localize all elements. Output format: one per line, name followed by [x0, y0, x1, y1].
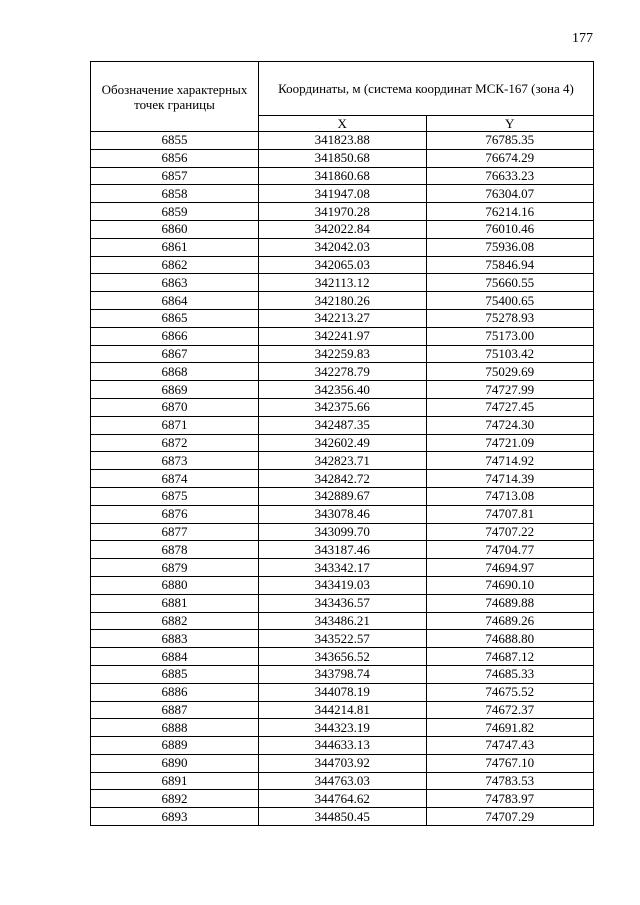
cell-y: 75029.69: [426, 363, 594, 381]
cell-point: 6891: [91, 772, 259, 790]
header-y: Y: [426, 116, 594, 132]
table-row: [91, 630, 594, 648]
cell-y: 74689.88: [426, 594, 594, 612]
table-row: [91, 790, 594, 808]
table-row: [91, 754, 594, 772]
table-row: [91, 185, 594, 203]
cell-x: 343656.52: [259, 648, 427, 666]
cell-y: 74707.22: [426, 523, 594, 541]
cell-point: 6865: [91, 309, 259, 327]
table-row: [91, 381, 594, 399]
header-x: X: [259, 116, 427, 132]
cell-y: 76633.23: [426, 167, 594, 185]
cell-point: 6862: [91, 256, 259, 274]
cell-x: 344633.13: [259, 737, 427, 755]
cell-x: 344323.19: [259, 719, 427, 737]
cell-point: 6866: [91, 327, 259, 345]
cell-y: 74689.26: [426, 612, 594, 630]
table-row: [91, 363, 594, 381]
table-row: [91, 149, 594, 167]
cell-x: 342241.97: [259, 327, 427, 345]
cell-x: 342823.71: [259, 452, 427, 470]
cell-point: 6868: [91, 363, 259, 381]
cell-point: 6875: [91, 487, 259, 505]
header-point-designation: Обозначение характерных точек границы: [91, 62, 259, 132]
cell-point: 6880: [91, 576, 259, 594]
table-row: [91, 416, 594, 434]
table-row: [91, 648, 594, 666]
cell-point: 6881: [91, 594, 259, 612]
table-row: [91, 327, 594, 345]
cell-y: 74707.29: [426, 808, 594, 826]
cell-point: 6876: [91, 505, 259, 523]
cell-y: 75173.00: [426, 327, 594, 345]
cell-y: 74727.99: [426, 381, 594, 399]
cell-x: 342180.26: [259, 292, 427, 310]
cell-y: 75660.55: [426, 274, 594, 292]
cell-y: 76785.35: [426, 132, 594, 150]
cell-point: 6870: [91, 398, 259, 416]
cell-point: 6878: [91, 541, 259, 559]
header-coordinates: Координаты, м (система координат МСК-167 (зона 4): [259, 62, 594, 116]
table-row: [91, 719, 594, 737]
cell-y: 74747.43: [426, 737, 594, 755]
cell-y: 74685.33: [426, 665, 594, 683]
cell-point: 6864: [91, 292, 259, 310]
cell-y: 75103.42: [426, 345, 594, 363]
cell-x: 342259.83: [259, 345, 427, 363]
cell-x: 344703.92: [259, 754, 427, 772]
cell-point: 6860: [91, 220, 259, 238]
cell-point: 6867: [91, 345, 259, 363]
cell-x: 343342.17: [259, 559, 427, 577]
cell-point: 6855: [91, 132, 259, 150]
cell-point: 6859: [91, 203, 259, 221]
table-row: [91, 737, 594, 755]
cell-point: 6863: [91, 274, 259, 292]
cell-x: 342356.40: [259, 381, 427, 399]
cell-point: 6885: [91, 665, 259, 683]
cell-y: 74691.82: [426, 719, 594, 737]
cell-point: 6861: [91, 238, 259, 256]
cell-point: 6873: [91, 452, 259, 470]
cell-point: 6887: [91, 701, 259, 719]
cell-point: 6877: [91, 523, 259, 541]
table-row: [91, 576, 594, 594]
cell-x: 341860.68: [259, 167, 427, 185]
cell-point: 6886: [91, 683, 259, 701]
cell-point: 6872: [91, 434, 259, 452]
cell-point: 6856: [91, 149, 259, 167]
cell-y: 76674.29: [426, 149, 594, 167]
cell-point: 6883: [91, 630, 259, 648]
cell-y: 74688.80: [426, 630, 594, 648]
cell-y: 74783.97: [426, 790, 594, 808]
cell-x: 343078.46: [259, 505, 427, 523]
cell-point: 6890: [91, 754, 259, 772]
cell-x: 342042.03: [259, 238, 427, 256]
cell-y: 74714.92: [426, 452, 594, 470]
cell-y: 76010.46: [426, 220, 594, 238]
table-row: [91, 612, 594, 630]
table-row: [91, 274, 594, 292]
cell-x: 344214.81: [259, 701, 427, 719]
cell-point: 6884: [91, 648, 259, 666]
cell-y: 75846.94: [426, 256, 594, 274]
cell-point: 6893: [91, 808, 259, 826]
cell-x: 342022.84: [259, 220, 427, 238]
cell-x: 341823.88: [259, 132, 427, 150]
cell-y: 76304.07: [426, 185, 594, 203]
table-row: [91, 505, 594, 523]
cell-point: 6879: [91, 559, 259, 577]
cell-x: 342889.67: [259, 487, 427, 505]
cell-y: 74707.81: [426, 505, 594, 523]
cell-x: 343419.03: [259, 576, 427, 594]
cell-x: 344850.45: [259, 808, 427, 826]
cell-x: 342065.03: [259, 256, 427, 274]
table-row: [91, 523, 594, 541]
cell-x: 342278.79: [259, 363, 427, 381]
cell-point: 6888: [91, 719, 259, 737]
cell-point: 6858: [91, 185, 259, 203]
table-row: [91, 398, 594, 416]
table-row: [91, 683, 594, 701]
cell-point: 6892: [91, 790, 259, 808]
cell-x: 344763.03: [259, 772, 427, 790]
cell-x: 342213.27: [259, 309, 427, 327]
table-row: [91, 167, 594, 185]
table-row: [91, 132, 594, 150]
cell-y: 74672.37: [426, 701, 594, 719]
cell-x: 343436.57: [259, 594, 427, 612]
cell-y: 74675.52: [426, 683, 594, 701]
cell-y: 74713.08: [426, 487, 594, 505]
cell-point: 6869: [91, 381, 259, 399]
cell-x: 342602.49: [259, 434, 427, 452]
cell-point: 6882: [91, 612, 259, 630]
table-row: [91, 434, 594, 452]
cell-y: 74783.53: [426, 772, 594, 790]
cell-y: 75936.08: [426, 238, 594, 256]
table-row: [91, 203, 594, 221]
cell-x: 341850.68: [259, 149, 427, 167]
table-row: [91, 541, 594, 559]
cell-x: 343187.46: [259, 541, 427, 559]
cell-point: 6874: [91, 470, 259, 488]
cell-y: 76214.16: [426, 203, 594, 221]
table-row: [91, 470, 594, 488]
cell-y: 74727.45: [426, 398, 594, 416]
cell-y: 74704.77: [426, 541, 594, 559]
table-row: [91, 701, 594, 719]
table-row: [91, 808, 594, 826]
cell-y: 74690.10: [426, 576, 594, 594]
cell-y: 74721.09: [426, 434, 594, 452]
table-row: [91, 309, 594, 327]
table-row: [91, 665, 594, 683]
cell-y: 75400.65: [426, 292, 594, 310]
table-row: [91, 238, 594, 256]
table-row: [91, 772, 594, 790]
cell-y: 74714.39: [426, 470, 594, 488]
page-number: 177: [572, 31, 593, 46]
cell-x: 344764.62: [259, 790, 427, 808]
table-row: [91, 487, 594, 505]
table-row: [91, 256, 594, 274]
cell-x: 341970.28: [259, 203, 427, 221]
cell-x: 343798.74: [259, 665, 427, 683]
cell-y: 74694.97: [426, 559, 594, 577]
table-row: [91, 559, 594, 577]
cell-y: 74687.12: [426, 648, 594, 666]
table-row: [91, 594, 594, 612]
cell-y: 74767.10: [426, 754, 594, 772]
cell-x: 341947.08: [259, 185, 427, 203]
coordinates-table: [90, 61, 594, 826]
cell-point: 6857: [91, 167, 259, 185]
cell-point: 6889: [91, 737, 259, 755]
cell-x: 344078.19: [259, 683, 427, 701]
table-row: [91, 452, 594, 470]
cell-x: 342842.72: [259, 470, 427, 488]
table-body: [91, 132, 594, 826]
cell-x: 343099.70: [259, 523, 427, 541]
cell-y: 74724.30: [426, 416, 594, 434]
table-row: [91, 220, 594, 238]
cell-x: 342487.35: [259, 416, 427, 434]
cell-x: 342113.12: [259, 274, 427, 292]
cell-y: 75278.93: [426, 309, 594, 327]
cell-x: 342375.66: [259, 398, 427, 416]
cell-point: 6871: [91, 416, 259, 434]
cell-x: 343486.21: [259, 612, 427, 630]
cell-x: 343522.57: [259, 630, 427, 648]
table-row: [91, 292, 594, 310]
table-row: [91, 345, 594, 363]
